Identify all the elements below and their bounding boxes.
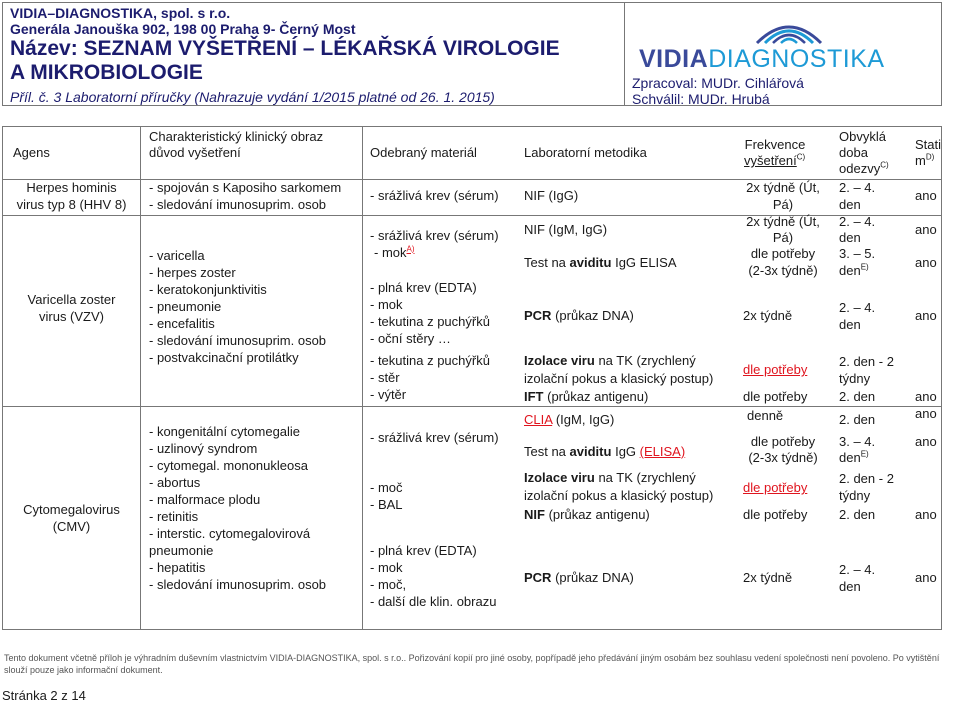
vzv-agens-line1: Varicella zoster [27,292,116,307]
vzv-avidity-frequency-line1: dle potřeby [750,246,816,261]
vzv-nif-time-line2: den [839,230,861,245]
cmv-isolation-frequency-link[interactable]: dle potřeby [743,480,808,495]
hhv8-agens-line1: Herpes hominis [26,180,117,195]
cmv-avidity-time-line1: 3. – 4. [839,434,876,449]
vzv-avidity-time-sup: E) [860,262,869,272]
cmv-pcr-post: (průkaz DNA) [555,570,634,585]
cmv-pcr-time-line1: 2. – 4. [839,562,876,577]
cmv-nif-bold: NIF [524,507,545,522]
cmv-clia-post: (IgM, IgG) [555,412,615,427]
logo-mark-icon [639,7,939,47]
vzv-isolation-post: na TK (zrychlený [598,353,696,368]
column-divider [362,127,363,629]
cmv-isolation-bold: Izolace viru [524,470,595,485]
cmv-clinical-7: - interstic. cytomegalovirová [149,526,311,541]
cmv-pcr-bold: PCR [524,570,552,585]
cmv-material-group3-4: - další dle klin. obrazu [370,594,497,609]
header-method: Laboratorní metodika [524,145,647,160]
cmv-avidity-time-line2 [839,449,869,466]
vzv-avidity-time-line2 [839,262,869,279]
vzv-clinical-1: - varicella [149,248,205,263]
cmv-isolation-time-line1: 2. den - 2 [839,471,894,486]
cmv-pcr-frequency: 2x týdně [743,570,793,585]
cmv-clinical-3: - cytomegal. mononukleosa [149,458,308,473]
vzv-material-group2-4: - oční stěry … [370,331,451,346]
vzv-method-avidity [524,254,677,271]
cmv-material-group3-3: - moč, [370,577,407,592]
cmv-clinical-9: - hepatitis [149,560,206,575]
header-material: Odebraný materiál [370,145,477,160]
cmv-clinical-8: pneumonie [149,543,214,558]
cmv-agens-line1: Cytomegalovirus [23,502,120,517]
cmv-clia-statim: ano [915,406,937,421]
header-clinical-line2: důvod vyšetření [149,145,241,160]
document-header [2,2,942,106]
header-time-line1: Obvyklá [839,129,886,144]
vzv-clinical-4: - pneumonie [149,299,222,314]
hhv8-agens-line2: virus typ 8 (HHV 8) [16,197,127,212]
vzv-material-group3-2: - stěr [370,370,400,385]
cmv-method-avidity [524,443,685,460]
cmv-material-group3-2: - mok [370,560,403,575]
vzv-method-pcr [524,307,634,324]
hhv8-method: NIF (IgG) [524,188,579,203]
header-title-block [3,3,625,105]
vzv-method-isolation-line2: izolační pokus a klasický postup) [524,371,714,386]
company-logo [639,7,939,73]
document-subtitle: Příl. č. 3 Laboratorní příručky (Nahrazuje vydání 1/2015 platné od 26. 1. 2015) [10,89,495,105]
cmv-method-isolation-line1 [524,469,696,486]
vzv-ift-post: (průkaz antigenu) [547,389,649,404]
header-stat-text: m [915,153,926,168]
cmv-clinical-6: - retinitis [149,509,199,524]
cmv-agens-line2: (CMV) [52,519,91,534]
vzv-material-csf-text: - mok [374,245,407,260]
cmv-avidity-time-text: den [839,450,861,465]
vzv-isolation-time-line2: týdny [839,371,871,386]
vzv-material-csf-sup[interactable]: A) [406,244,415,254]
vzv-material-group3-3: - výtěr [370,387,407,402]
header-frequency-sup: C) [796,152,806,162]
vzv-nif-frequency-line2: Pá) [772,230,794,245]
row-divider [3,406,941,407]
header-logo-block [625,3,941,105]
cmv-avidity-time-sup: E) [860,449,869,459]
cmv-method-nif [524,506,650,523]
vzv-pcr-frequency: 2x týdně [743,308,793,323]
hhv8-frequency-line2: Pá) [772,197,794,212]
logo-word-part1: VIDIA [639,45,709,73]
vzv-avidity-time-line1: 3. – 5. [839,246,876,261]
cmv-clinical-5: - malformace plodu [149,492,261,507]
vzv-avidity-pre: Test na [524,255,566,270]
vzv-pcr-time-line1: 2. – 4. [839,300,876,315]
cmv-method-pcr [524,569,634,586]
page-number: Stránka 2 z 14 [2,688,86,703]
cmv-isolation-time-line2: týdny [839,488,871,503]
hhv8-time-line1: 2. – 4. [839,180,876,195]
ownership-notice: Tento dokument včetně příloh je výhradním duševním vlastnictvím VIDIA-DIAGNOSTIKA, spol. s r.o.. Pořizování kopií pro jiné osoby, popřípadě jeho předávání jiným osobám bez souhlasu vedení společnosti není povoleno. Po vytištění slouží pouze jako informační dokument. [4,653,940,675]
hhv8-time-line2: den [839,197,861,212]
examination-table [2,126,942,630]
vzv-clinical-6: - sledování imunosuprim. osob [149,333,327,348]
vzv-material-group2-3: - tekutina z puchýřků [370,314,490,329]
cmv-clia-frequency: denně [747,408,784,423]
hhv8-material: - srážlivá krev (sérum) [370,188,499,203]
vzv-ift-frequency: dle potřeby [743,389,808,404]
header-time-text: odezvy [839,161,881,176]
cmv-avidity-mid: IgG [615,444,637,459]
company-address: Generála Janouška 902, 198 00 Praha 9- Černý Most [10,21,356,37]
column-divider [140,127,141,629]
company-name: VIDIA–DIAGNOSTIKA, spol. s r.o. [10,5,231,21]
cmv-avidity-link[interactable]: (ELISA) [639,444,686,459]
header-stat-line1: Stati [915,137,942,152]
header-time-sup: C) [880,160,889,170]
vzv-material-group2-1: - plná krev (EDTA) [370,280,477,295]
header-agens: Agens [13,145,50,160]
vzv-material-group3-1: - tekutina z puchýřků [370,353,490,368]
header-frequency-text: vyšetření [744,153,797,168]
vzv-ift-statim: ano [915,389,937,404]
cmv-pcr-statim: ano [915,570,937,585]
vzv-method-ift [524,388,648,405]
vzv-pcr-statim: ano [915,308,937,323]
cmv-clinical-2: - uzlinový syndrom [149,441,258,456]
vzv-pcr-post: (průkaz DNA) [555,308,634,323]
cmv-clinical-10: - sledování imunosuprim. osob [149,577,327,592]
header-frequency-line1: Frekvence [744,137,806,152]
vzv-avidity-time-text: den [839,263,861,278]
logo-word-part2: DIAGNOSTIKA [708,45,885,73]
vzv-avidity-statim: ano [915,255,937,270]
document-title-line2: A MIKROBIOLOGIE [10,61,203,84]
cmv-material-group2-2: - BAL [370,497,403,512]
vzv-material-csf [374,244,415,261]
header-time-line3 [839,160,889,177]
vzv-method-isolation-line1 [524,352,696,369]
vzv-material-group2-2: - mok [370,297,403,312]
header-stat-sup: D) [925,152,935,162]
cmv-material-group2-1: - moč [370,480,403,495]
vzv-pcr-time-line2: den [839,317,861,332]
cmv-avidity-bold: aviditu [569,444,612,459]
vzv-method-nif: NIF (IgM, IgG) [524,222,608,237]
cmv-pcr-time-line2: den [839,579,861,594]
header-frequency-line2 [744,152,805,169]
vzv-nif-frequency-line1: 2x týdně (Út, [746,214,820,229]
cmv-avidity-frequency-line2: (2-3x týdně) [748,450,818,465]
cmv-clinical-4: - abortus [149,475,201,490]
header-stat-line2 [915,152,934,169]
vzv-ift-bold: IFT [524,389,544,404]
cmv-clinical-1: - kongenitální cytomegalie [149,424,301,439]
cmv-material-serum: - srážlivá krev (sérum) [370,430,499,445]
approved-by: Schválil: MUDr. Hrubá [632,91,770,107]
vzv-clinical-5: - encefalitis [149,316,215,331]
cmv-nif-statim: ano [915,507,937,522]
vzv-isolation-time-line1: 2. den - 2 [839,354,894,369]
vzv-avidity-bold: aviditu [569,255,612,270]
cmv-clia-time: 2. den [839,412,876,427]
cmv-material-group3-1: - plná krev (EDTA) [370,543,477,558]
vzv-ift-time: 2. den [839,389,876,404]
cmv-avidity-pre: Test na [524,444,566,459]
vzv-avidity-frequency-line2: (2-3x týdně) [748,263,818,278]
vzv-material-serum: - srážlivá krev (sérum) [370,228,499,243]
vzv-isolation-bold: Izolace viru [524,353,595,368]
header-time-line2: doba [839,145,868,160]
vzv-clinical-3: - keratokonjunktivitis [149,282,267,297]
logo-wordmark [639,45,885,74]
cmv-nif-frequency: dle potřeby [743,507,808,522]
vzv-nif-statim: ano [915,222,937,237]
cmv-nif-post: (průkaz antigenu) [548,507,650,522]
cmv-isolation-post: na TK (zrychlený [598,470,696,485]
hhv8-clinical-line1: - spojován s Kaposiho sarkomem [149,180,342,195]
cmv-method-isolation-line2: izolační pokus a klasický postup) [524,488,714,503]
compiled-by: Zpracoval: MUDr. Cihlářová [632,75,804,91]
cmv-avidity-frequency-line1: dle potřeby [750,434,816,449]
vzv-nif-time-line1: 2. – 4. [839,214,876,229]
document-title-line1: Název: SEZNAM VYŠETŘENÍ – LÉKAŘSKÁ VIROLOGIE [10,37,560,60]
cmv-avidity-statim: ano [915,434,937,449]
hhv8-statim: ano [915,188,937,203]
vzv-pcr-bold: PCR [524,308,552,323]
vzv-avidity-post: IgG ELISA [615,255,677,270]
vzv-clinical-2: - herpes zoster [149,265,236,280]
vzv-clinical-7: - postvakcinační protilátky [149,350,299,365]
cmv-method-clia [524,411,614,428]
header-clinical-line1: Charakteristický klinický obraz [149,129,324,144]
hhv8-frequency-line1: 2x týdně (Út, [746,180,820,195]
hhv8-clinical-line2: - sledování imunosuprim. osob [149,197,327,212]
vzv-agens-line2: virus (VZV) [39,309,104,324]
cmv-clia-link[interactable]: CLIA [524,412,553,427]
vzv-isolation-frequency-link[interactable]: dle potřeby [743,362,808,377]
cmv-nif-time: 2. den [839,507,876,522]
